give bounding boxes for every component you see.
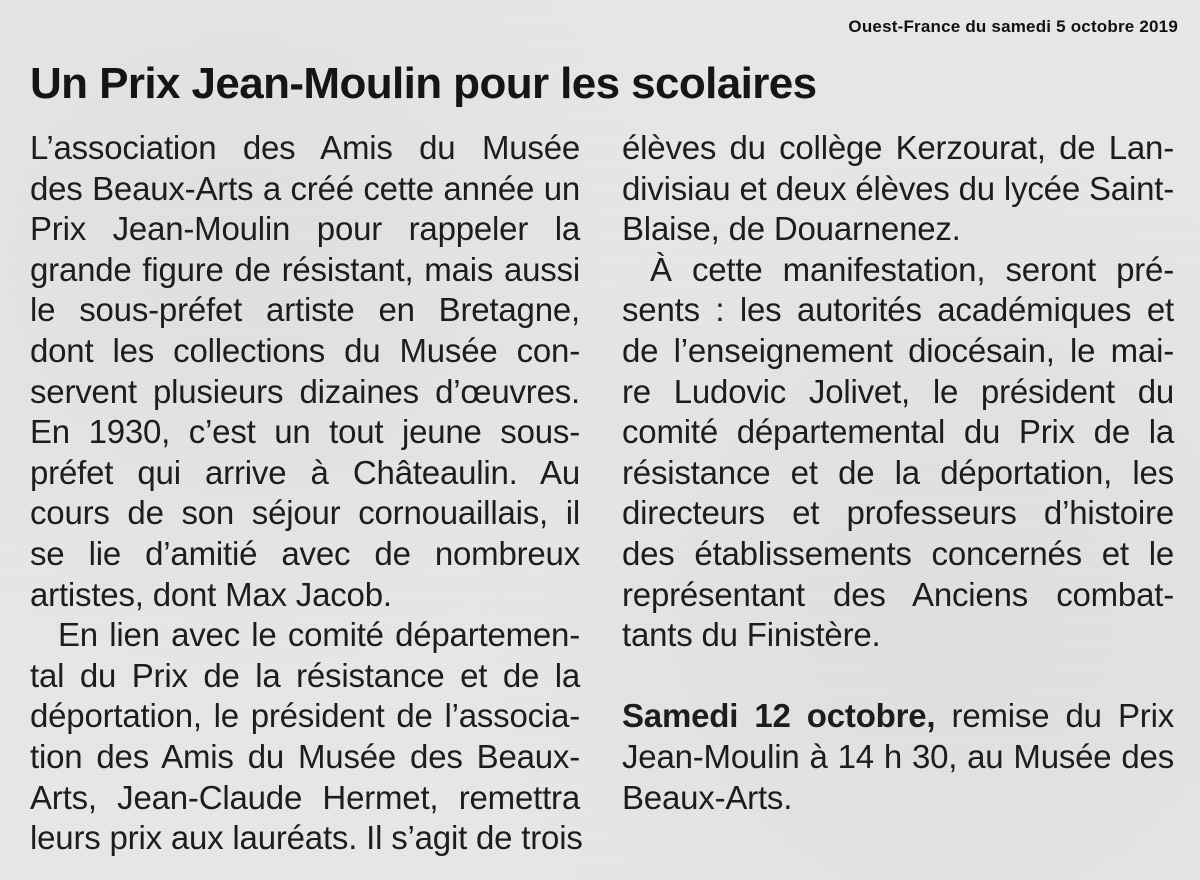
left-line-13: En lien avec le comité départemen-	[58, 616, 580, 654]
right-line-10: directeurs et professeurs d’histoire	[622, 494, 1174, 532]
paragraph-spacer	[622, 656, 1174, 697]
left-line-3: Prix Jean-Moulin pour rappeler la	[30, 210, 580, 248]
right-line-12: représentant des Anciens combat-	[622, 575, 1174, 613]
left-line-17: Arts, Jean-Claude Hermet, remettra	[30, 778, 580, 816]
right-line-2: divisiau et deux élèves du lycée Saint-	[622, 169, 1174, 207]
left-line-18: leurs prix aux lauréats. Il s’agit de trois	[30, 819, 583, 857]
right-column	[622, 128, 1174, 818]
right-line-3: Blaise, de Douarnenez.	[622, 210, 961, 248]
left-line-14: tal du Prix de la résistance et de la	[30, 656, 580, 694]
left-column	[30, 128, 583, 859]
right-line-9: résistance et de la déportation, les	[622, 453, 1174, 491]
right-line-8: comité départemental du Prix de la	[622, 413, 1174, 451]
event-line-3: Beaux-Arts.	[622, 778, 793, 816]
left-line-5: le sous-préfet artiste en Bretagne,	[30, 291, 580, 329]
left-line-8: En 1930, c’est un tout jeune sous-	[30, 413, 580, 451]
right-line-7: re Ludovic Jolivet, le président du	[622, 372, 1174, 410]
right-line-5: sents : les autorités académiques et	[622, 291, 1174, 329]
left-line-9: préfet qui arrive à Châteaulin. Au	[30, 453, 580, 491]
left-line-6: dont les collections du Musée con-	[30, 331, 580, 369]
right-line-11: des établissements concernés et le	[622, 534, 1174, 572]
event-line-2: Jean-Moulin à 14 h 30, au Musée des	[622, 737, 1174, 775]
right-line-6: de l’enseignement diocésain, le mai-	[622, 331, 1174, 369]
headline: Un Prix Jean-Moulin pour les scolaires	[30, 59, 817, 108]
right-line-1: élèves du collège Kerzourat, de Lan-	[622, 129, 1174, 166]
left-line-12: artistes, dont Max Jacob.	[30, 575, 392, 613]
source-line: Ouest-France du samedi 5 octobre 2019	[848, 17, 1178, 36]
left-line-11: se lie d’amitié avec de nombreux	[30, 534, 580, 572]
left-line-15: déportation, le président de l’associa-	[30, 697, 580, 735]
left-line-7: servent plusieurs dizaines d’œuvres.	[30, 372, 580, 410]
left-line-4: grande figure de résistant, mais aussi	[30, 250, 580, 288]
left-line-1: L’association des Amis du Musée	[30, 129, 580, 166]
left-line-2: des Beaux-Arts a créé cette année un	[30, 169, 580, 207]
event-line-1	[622, 696, 1174, 737]
left-line-16: tion des Amis du Musée des Beaux-	[30, 737, 580, 775]
right-line-13: tants du Finistère.	[622, 616, 881, 654]
event-line-1-rest: remise du Prix	[935, 697, 1175, 735]
event-date: Samedi 12 octobre,	[622, 697, 936, 735]
left-line-10: cours de son séjour cornouaillais, il	[30, 494, 580, 532]
right-line-4: À cette manifestation, seront pré-	[650, 250, 1174, 288]
